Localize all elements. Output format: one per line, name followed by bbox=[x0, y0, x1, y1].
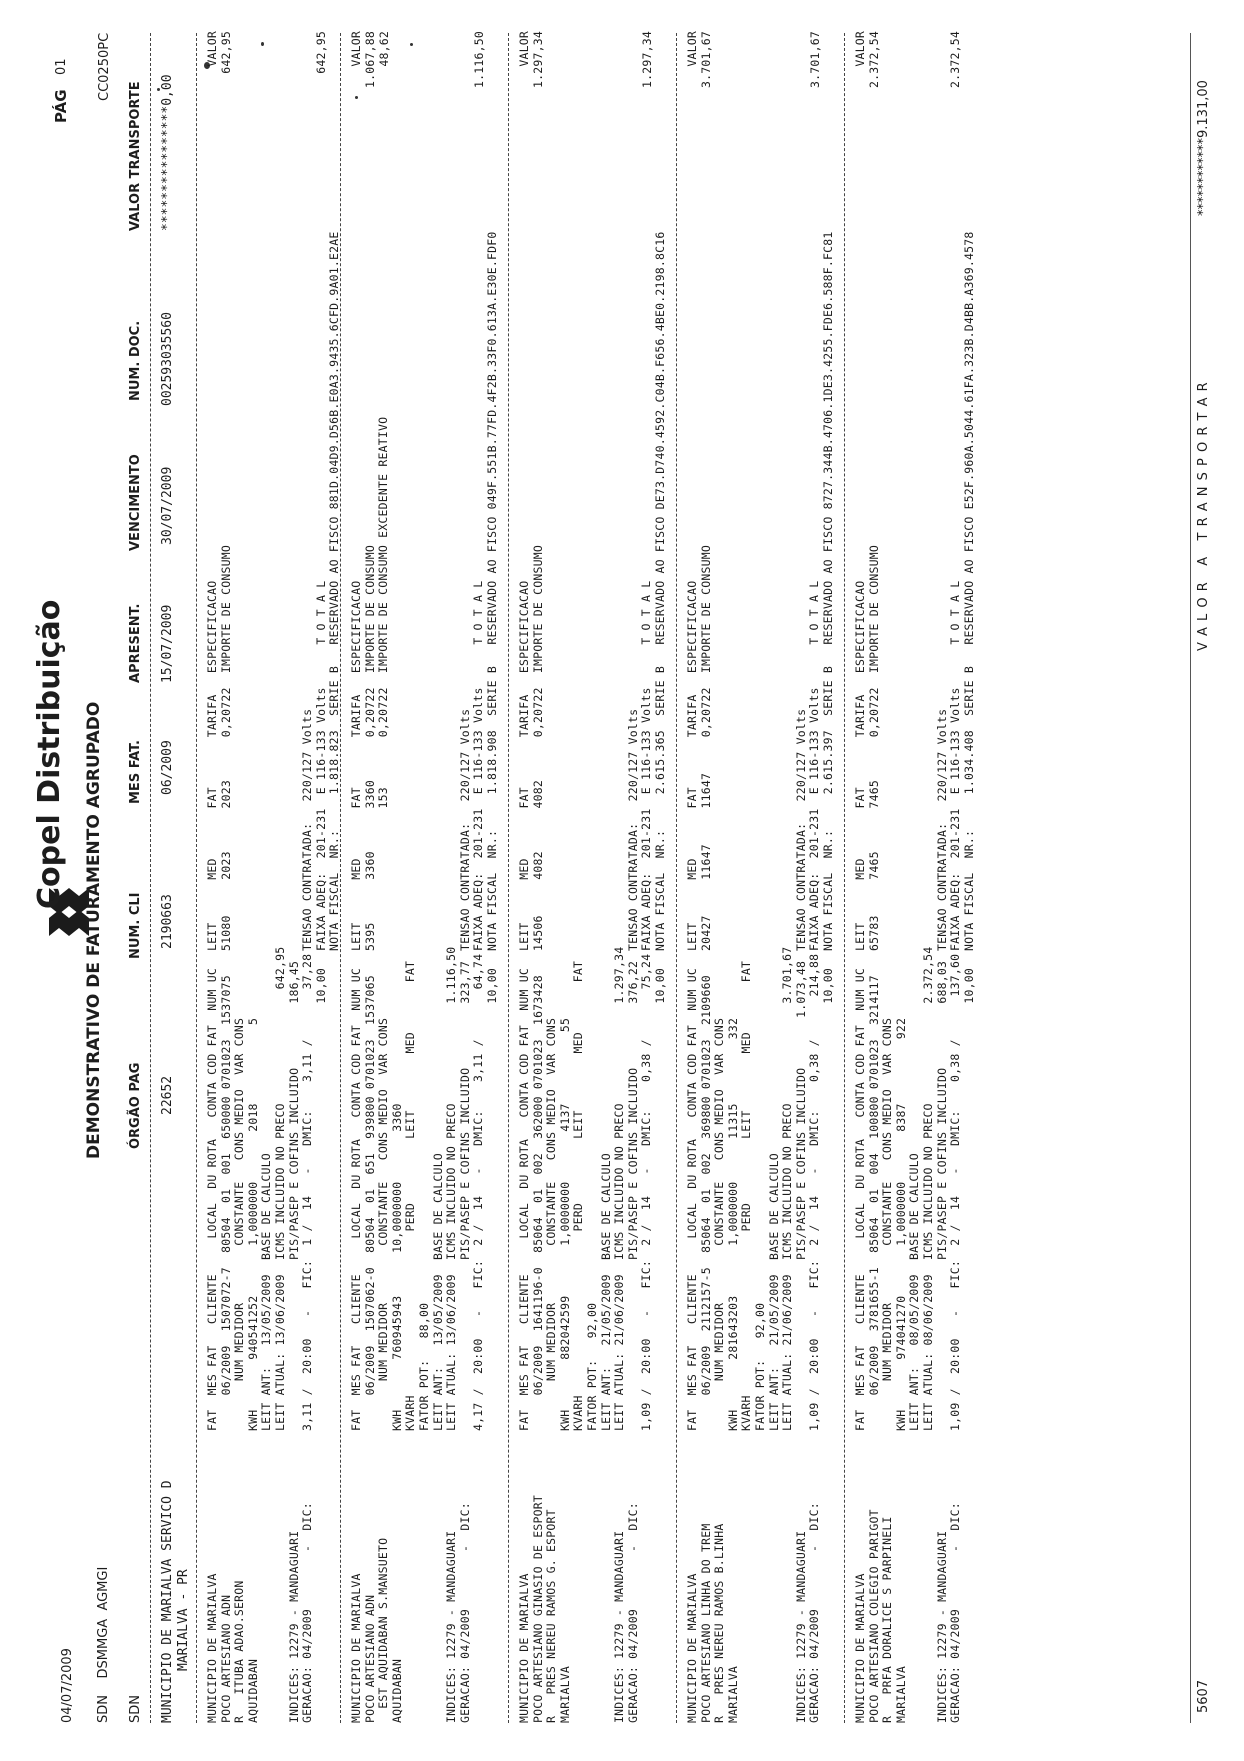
record-address: MUNICIPIO DE MARIALVA POCO ARTESIANO LINHA DO TREM R PRES NEREU RAMOS B.LINHA MARIALVA INDICES: 12279 - MANDAGUARI GERACAO: 04/2009 - DIC: bbox=[685, 1502, 822, 1723]
record-reading-details: LEIT MED FAT TARIFA ESPECIFICACAO 51080 2023 2023 0,20722 IMPORTE DE CONSUMO TENSAO CONTRATADA: 220/127 Volts FAIXA ADEQ: 201-231 E 116-133 Volts T O T A L NOTA FISCAL NR.: 1.818.823 SERIE B RESERVADO AO FISCO 881D.04D9.D56B.E0A3.9435.6CFD.9A01.E2AE bbox=[205, 231, 342, 951]
record-billing-details: FAT MES FAT CLIENTE LOCAL DU ROTA CONTA COD FAT NUM UC 06/2009 3781655-1 85064 01 004 100800 0701023 3214117 NUM MEDIDOR CONSTANTE CONS MEDIO VAR CONS KWH 974041270 1,0000000 8387 922 LEIT ANT: 08/05/2009 BASE DE CALCULO LEIT ATUAL: 08/06/2009 ICMS INCLUIDO NO PRECO 2.372,54 PIS/PASEP E COFINS INCLUIDO 688,03 1,09 / 20:00 - FIC: 2 / 14 - DMIC: 0,38 / 137,60 10,00 bbox=[853, 946, 976, 1431]
footer-bar bbox=[1190, 33, 1213, 1723]
record-block bbox=[854, 0, 1006, 1761]
record-valores: 1.297,34 bbox=[531, 31, 545, 88]
divider bbox=[340, 33, 341, 1723]
sdn-line: SDN DSMMGA AGMGI bbox=[96, 1566, 111, 1723]
col-num-cli: NUM. CLI bbox=[128, 892, 143, 959]
divider bbox=[844, 33, 845, 1723]
summary-valor-transporte: ****************0,00 bbox=[160, 74, 175, 231]
record-valores: 1.067,88 48,62 bbox=[363, 31, 391, 88]
record-valores: 642,95 bbox=[219, 31, 233, 74]
record-block bbox=[206, 0, 358, 1761]
record-valor-head: VALOR bbox=[205, 31, 219, 67]
record-valor-head: VALOR bbox=[853, 31, 867, 67]
summary-num-doc: 002593035560 bbox=[160, 312, 175, 406]
record-total: 642,95 bbox=[314, 31, 328, 74]
record-valor-head: VALOR bbox=[685, 31, 699, 67]
record-total: 3.701,67 bbox=[808, 31, 822, 88]
record-billing-details: FAT MES FAT CLIENTE LOCAL DU ROTA CONTA COD FAT NUM UC 06/2009 1507072-7 80504 01 001 650000 0701023 1537075 NUM MEDIDOR CONSTANTE CONS MEDIO VAR CONS KWH 940541252 1,0000000 2018 5 LEIT ANT: 13/05/2009 BASE DE CALCULO LEIT ATUAL: 13/06/2009 ICMS INCLUIDO NO PRECO 642,95 PIS/PASEP E COFINS INCLUIDO 186,45 3,11 / 20:00 - FIC: 1 / 14 - DMIC: 3,11 / 37,28 10,00 bbox=[205, 946, 328, 1431]
summary-orgao-pag: 22652 bbox=[160, 1075, 175, 1115]
report-title: DEMONSTRATIVO DE FATURAMENTO AGRUPADO bbox=[84, 701, 104, 1159]
page-number: 01 bbox=[54, 58, 69, 75]
summary-num-cli: 2190663 bbox=[160, 894, 175, 949]
divider bbox=[676, 33, 677, 1723]
record-address: MUNICIPIO DE MARIALVA POCO ARTESIANO COLEGIO PARIGOT R PRFA DORALICE S PARPINELI MARIALVA INDICES: 12279 - MANDAGUARI GERACAO: 04/2009 - DIC: bbox=[853, 1502, 963, 1723]
record-total: 1.116,50 bbox=[472, 31, 486, 88]
col-sdn: SDN bbox=[128, 1695, 143, 1723]
record-block bbox=[518, 0, 670, 1761]
summary-location: MARIALVA - PR bbox=[176, 1569, 191, 1671]
record-billing-details: FAT MES FAT CLIENTE LOCAL DU ROTA CONTA COD FAT NUM UC 06/2009 1507062-0 80504 01 651 939800 0701023 1537065 NUM MEDIDOR CONSTANTE CONS MEDIO VAR CONS KWH 760945943 10,0000000 3360 KVARH PERD LEIT MED FAT FATOR POT: 88,00 LEIT ANT: 13/05/2009 BASE DE CALCULO LEIT ATUAL: 13/06/2009 ICMS INCLUIDO NO PRECO 1.116,50 PIS/PASEP E COFINS INCLUIDO 323,77 4,17 / 20:00 - FIC: 2 / 14 - DMIC: 3,11 / 64,74 10,00 bbox=[349, 946, 499, 1431]
footer-valor-transportar: ************9.131,00 bbox=[1196, 80, 1211, 216]
divider bbox=[508, 33, 509, 1723]
company-name: Copel Distribuição bbox=[32, 599, 67, 909]
record-valor-head: VALOR bbox=[517, 31, 531, 67]
record-total: 1.297,34 bbox=[640, 31, 654, 88]
record-reading-details: LEIT MED FAT TARIFA ESPECIFICACAO 5395 3360 3360 0,20722 IMPORTE DE CONSUMO 153 0,20722 IMPORTE DE CONSUMO EXCEDENTE REATIVO TENSAO CONTRATADA: 220/127 Volts FAIXA ADEQ: 201-231 E 116-133 Volts T O T A L NOTA FISCAL NR.: 1.818.908 SERIE B RESERVADO AO FISCO 049F.551B.77FD.4F2B.33F0.613A.E30E.FDF0 bbox=[349, 231, 499, 951]
record-address: MUNICIPIO DE MARIALVA POCO ARTESIANO ADN R ITUBA ADAO.SERON AQUIDABAN INDICES: 12279 - MANDAGUARI GERACAO: 04/2009 - DIC: bbox=[205, 1502, 315, 1723]
col-mes-fat: MES FAT. bbox=[128, 740, 143, 804]
record-valores: 2.372,54 bbox=[867, 31, 881, 88]
col-apresent: APRESENT. bbox=[128, 603, 143, 683]
divider bbox=[196, 33, 197, 1723]
record-reading-details: LEIT MED FAT TARIFA ESPECIFICACAO 20427 11647 11647 0,20722 IMPORTE DE CONSUMO TENSAO CONTRATADA: 220/127 Volts FAIXA ADEQ: 201-231 E 116-133 Volts T O T A L NOTA FISCAL NR.: 2.615.397 SERIE B RESERVADO AO FISCO 8727.344B.4706.1DE3.4255.FDE6.588F.FC81 bbox=[685, 231, 835, 951]
report-date: 04/07/2009 bbox=[60, 1648, 75, 1723]
col-vencimento: VENCIMENTO bbox=[128, 454, 143, 551]
col-num-doc: NUM. DOC. bbox=[128, 320, 143, 401]
record-block bbox=[350, 0, 502, 1761]
record-address: MUNICIPIO DE MARIALVA POCO ARTESIANO ADN EST AQUIDABAN S.MANSUETO AQUIDABAN INDICES: 12279 - MANDAGUARI GERACAO: 04/2009 - DIC: bbox=[349, 1502, 472, 1723]
record-billing-details: FAT MES FAT CLIENTE LOCAL DU ROTA CONTA COD FAT NUM UC 06/2009 2112157-5 85064 01 002 369800 0701023 2109660 NUM MEDIDOR CONSTANTE CONS MEDIO VAR CONS KWH 281643203 1,0000000 11315 332 KVARH PERD LEIT MED FAT FATOR POT: 92,00 LEIT ANT: 21/05/2009 BASE DE CALCULO LEIT ATUAL: 21/06/2009 ICMS INCLUIDO NO PRECO 3.701,67 PIS/PASEP E COFINS INCLUIDO 1.073,48 1,09 / 20:00 - FIC: 2 / 14 - DMIC: 0,38 / 214,88 10,00 bbox=[685, 946, 835, 1431]
report-code: CC0250PC bbox=[97, 32, 112, 101]
record-block bbox=[686, 0, 838, 1761]
summary-apresent: 15/07/2009 bbox=[160, 604, 175, 683]
record-address: MUNICIPIO DE MARIALVA POCO ARTESIANO GINASIO DE ESPORT R PRES NEREU RAMOS G. ESPORT MARIALVA INDICES: 12279 - MANDAGUARI GERACAO: 04/2009 - DIC: bbox=[517, 1495, 640, 1723]
record-reading-details: LEIT MED FAT TARIFA ESPECIFICACAO 65783 7465 7465 0,20722 IMPORTE DE CONSUMO TENSAO CONTRATADA: 220/127 Volts FAIXA ADEQ: 201-231 E 116-133 Volts T O T A L NOTA FISCAL NR.: 1.034.408 SERIE B RESERVADO AO FISCO E52F.960A.5044.61FA.323B.D4BB.A369.4578 bbox=[853, 231, 976, 951]
summary-vencimento: 30/07/2009 bbox=[160, 466, 175, 545]
col-valor-transporte: VALOR TRANSPORTE bbox=[128, 81, 143, 231]
record-billing-details: FAT MES FAT CLIENTE LOCAL DU ROTA CONTA COD FAT NUM UC 06/2009 1641196-0 85064 01 002 362000 0701023 1673428 NUM MEDIDOR CONSTANTE CONS MEDIO VAR CONS KWH 882042599 1,0000000 4137 55 KVARH PERD LEIT MED FAT FATOR POT: 92,00 LEIT ANT: 21/05/2009 BASE DE CALCULO LEIT ATUAL: 21/06/2009 ICMS INCLUIDO NO PRECO 1.297,34 PIS/PASEP E COFINS INCLUIDO 376,22 1,09 / 20:00 - FIC: 2 / 14 - DMIC: 0,38 / 75,24 10,00 bbox=[517, 946, 667, 1431]
record-valor-head: VALOR bbox=[349, 31, 363, 67]
record-reading-details: LEIT MED FAT TARIFA ESPECIFICACAO 14506 4082 4082 0,20722 IMPORTE DE CONSUMO TENSAO CONTRATADA: 220/127 Volts FAIXA ADEQ: 201-231 E 116-133 Volts T O T A L NOTA FISCAL NR.: 2.615.365 SERIE B RESERVADO AO FISCO DE73.D740.4592.C04B.F656.4BE0.2198.8C16 bbox=[517, 231, 667, 951]
summary-mes-fat: 06/2009 bbox=[160, 740, 175, 795]
footer-valor-label: V A L O R A T R A N S P O R T A R bbox=[1196, 381, 1211, 651]
summary-name: MUNICIPIO DE MARIALVA SERVICO D bbox=[160, 1480, 175, 1723]
page-label: PÁG bbox=[52, 89, 70, 123]
col-orgao-pag: ÓRGÃO PAG bbox=[128, 1062, 143, 1149]
footer-page-code: 5607 bbox=[1196, 1679, 1211, 1713]
record-total: 2.372,54 bbox=[948, 31, 962, 88]
divider bbox=[150, 33, 151, 1723]
record-valores: 3.701,67 bbox=[699, 31, 713, 88]
